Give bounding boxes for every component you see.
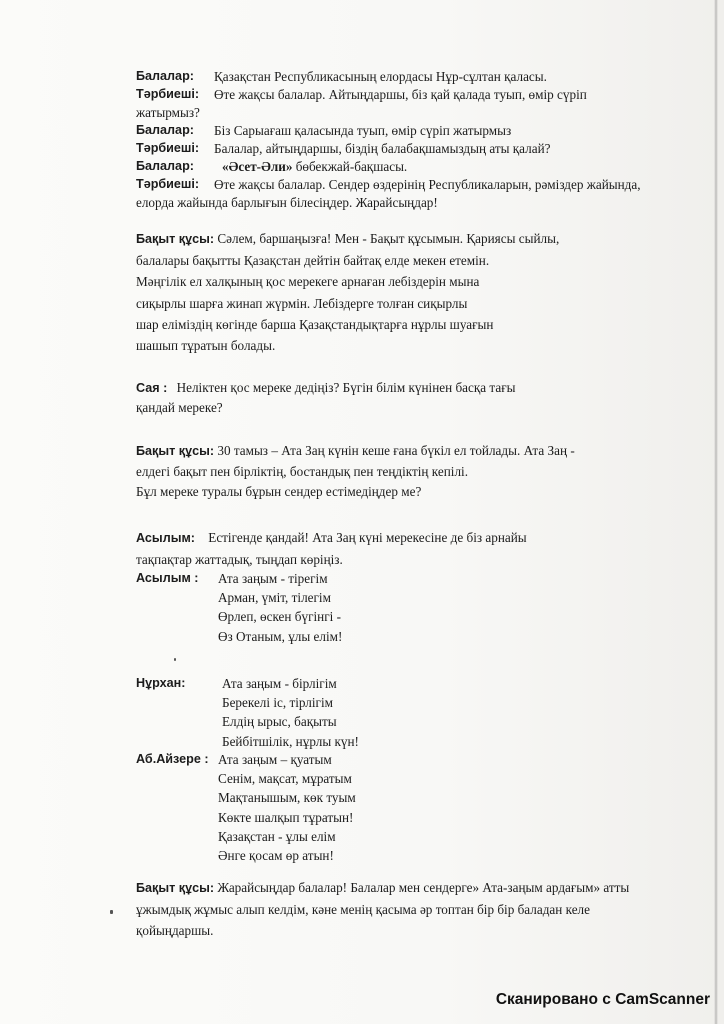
speech-line — [136, 378, 606, 398]
poem-asylym — [136, 569, 536, 649]
speech-line: қандай мереке? — [136, 400, 223, 415]
poem-lines — [218, 569, 342, 646]
speaker-label: Балалар: — [136, 123, 194, 137]
poem-line: Өз Отаным, ұлы елім! — [218, 628, 343, 644]
dialog-line — [136, 194, 606, 212]
speaker-label: Балалар: — [136, 69, 194, 83]
bakyt-speech-3 — [136, 877, 630, 941]
dialog-text: Балалар, айтыңдаршы, біздің балабақшамыздың аты қалай? — [214, 141, 551, 156]
poem-line: Елдің ырыс, бақыты — [222, 714, 337, 730]
speaker-label: Бақыт құсы: — [136, 444, 215, 458]
dialog-line — [136, 104, 606, 122]
speaker-label: Тәрбиеші: — [136, 141, 200, 155]
speech-line: шашып тұратын болады. — [136, 338, 276, 354]
speech-line: шар еліміздің көгінде барша Қазақстандықтарға нұрлы шуағын — [136, 316, 494, 332]
speech-line: Мәңгілік ел халқының қос мерекеге арнаған лебіздерін мына — [136, 274, 480, 290]
speech-line: ұжымдық жұмыс алып келдім, кәне менің қасыма әр топтан бір бір баладан келе — [136, 902, 590, 917]
speech-line — [136, 228, 606, 250]
dialog-line — [136, 176, 641, 194]
dialog-text-wrapper — [222, 158, 407, 175]
saya-speech — [136, 378, 606, 418]
speech-line: қойыңдаршы. — [136, 923, 214, 938]
speaker-label: Бақыт құсы: — [136, 232, 215, 246]
speech-line — [136, 877, 630, 899]
speech-text: Неліктен қос мереке дедіңіз? Бүгін білім күнінен басқа тағы — [176, 380, 516, 395]
poem-line: Өрлеп, өскен бүгінгі - — [218, 609, 341, 625]
dialog-text: Қазақстан Республикасының елордасы Нұр-сұлтан қаласы. — [214, 69, 547, 84]
poem-line: Ата заңым - тірегім — [218, 571, 328, 586]
poem-line: Қазақстан - ұлы елім — [218, 828, 336, 844]
speech-line: сиқырлы шарға жинап жүрмін. Лебіздерге толған сиқырлы — [136, 295, 468, 311]
dialog-text: елорда жайында барлығын білесіңдер. Жарайсыңдар! — [136, 195, 438, 210]
poem-line: Бейбітшілік, нұрлы күн! — [222, 733, 359, 749]
poem-line: Мақтанышым, көк туым — [218, 790, 356, 806]
camscanner-watermark: Сканировано с CamScanner — [495, 991, 710, 1008]
speech-text: Естігенде қандай! Ата Заң күні мерекесіне де біз арнайы — [208, 530, 527, 545]
dialog-text: Біз Сарыағаш қаласында туып, өмір сүріп жатырмыз — [214, 123, 512, 138]
speaker-label: Балалар: — [136, 159, 194, 173]
speech-text: 30 тамыз – Ата Заң күнін кеше ғана бүкіл ел тойлады. Ата Заң - — [217, 443, 575, 458]
speech-line: елдегі бақыт пен бірліктің, бостандық пен теңдіктің кепілі. — [136, 463, 468, 479]
page-edge-shadow — [714, 0, 718, 1024]
poem-line: Ата заңым – қуатым — [218, 752, 332, 767]
poem-line: Әнге қосам өр атын! — [218, 848, 334, 864]
poem-nurkhan — [136, 674, 536, 754]
poem-line: Арман, үміт, тілегім — [218, 590, 331, 606]
dialog-line — [136, 68, 606, 86]
speech-line: балалары бақытты Қазақстан дейтін байтақ елде мекен етемін. — [136, 253, 490, 269]
kindergarten-name: «Әсет-Әли» — [222, 159, 293, 174]
speech-line: тақпақтар жаттадық, тыңдап көріңіз. — [136, 552, 343, 567]
poem-lines — [222, 674, 359, 751]
speech-line — [136, 527, 606, 549]
poem-line: Берекелі іс, тірлігім — [222, 695, 333, 711]
scan-speck — [174, 658, 176, 661]
poem-lines — [218, 750, 356, 865]
poem-aizere — [136, 750, 536, 870]
speaker-label: Асылым: — [136, 531, 195, 545]
speaker-label: Тәрбиеші: — [136, 87, 200, 101]
speaker-label: Аб.Айзере : — [136, 752, 209, 766]
poem-line: Ата заңым - бірлігім — [222, 676, 337, 691]
bakyt-speech-2 — [136, 441, 606, 503]
speaker-label: Нұрхан: — [136, 676, 186, 690]
speaker-label: Бақыт құсы: — [136, 881, 215, 895]
dialog-line — [136, 86, 606, 104]
dialog-text: бөбекжай-бақшасы. — [292, 159, 408, 174]
speech-line — [136, 441, 606, 462]
speech-text: Сәлем, баршаңызға! Мен - Бақыт құсымын. Қариясы сыйлы, — [217, 231, 560, 246]
speech-text: Жарайсыңдар балалар! Балалар мен сендерге» Ата-заңым ардағым» атты — [217, 880, 630, 895]
speaker-label: Сая : — [136, 381, 168, 395]
scan-speck — [110, 910, 113, 914]
dialog-line — [136, 158, 606, 176]
dialog-text: Өте жақсы балалар. Айтыңдаршы, біз қай қалада туып, өмір сүріп — [214, 87, 587, 102]
speaker-label: Асылым : — [136, 571, 199, 585]
dialog-block — [136, 68, 641, 212]
asylym-intro — [136, 527, 606, 570]
dialog-line — [136, 140, 606, 158]
poem-line: Көкте шалқып тұратын! — [218, 809, 354, 825]
dialog-text: Өте жақсы балалар. Сендер өздерінің Республикаларын, рәміздер жайында, — [214, 177, 641, 192]
dialog-text: жатырмыз? — [136, 105, 200, 120]
speaker-label: Тәрбиеші: — [136, 177, 200, 191]
bakyt-speech-1 — [136, 228, 606, 356]
poem-line: Сенім, мақсат, мұратым — [218, 771, 352, 787]
dialog-line — [136, 122, 606, 140]
speech-line: Бұл мереке туралы бұрын сендер естімедіңдер ме? — [136, 484, 422, 499]
